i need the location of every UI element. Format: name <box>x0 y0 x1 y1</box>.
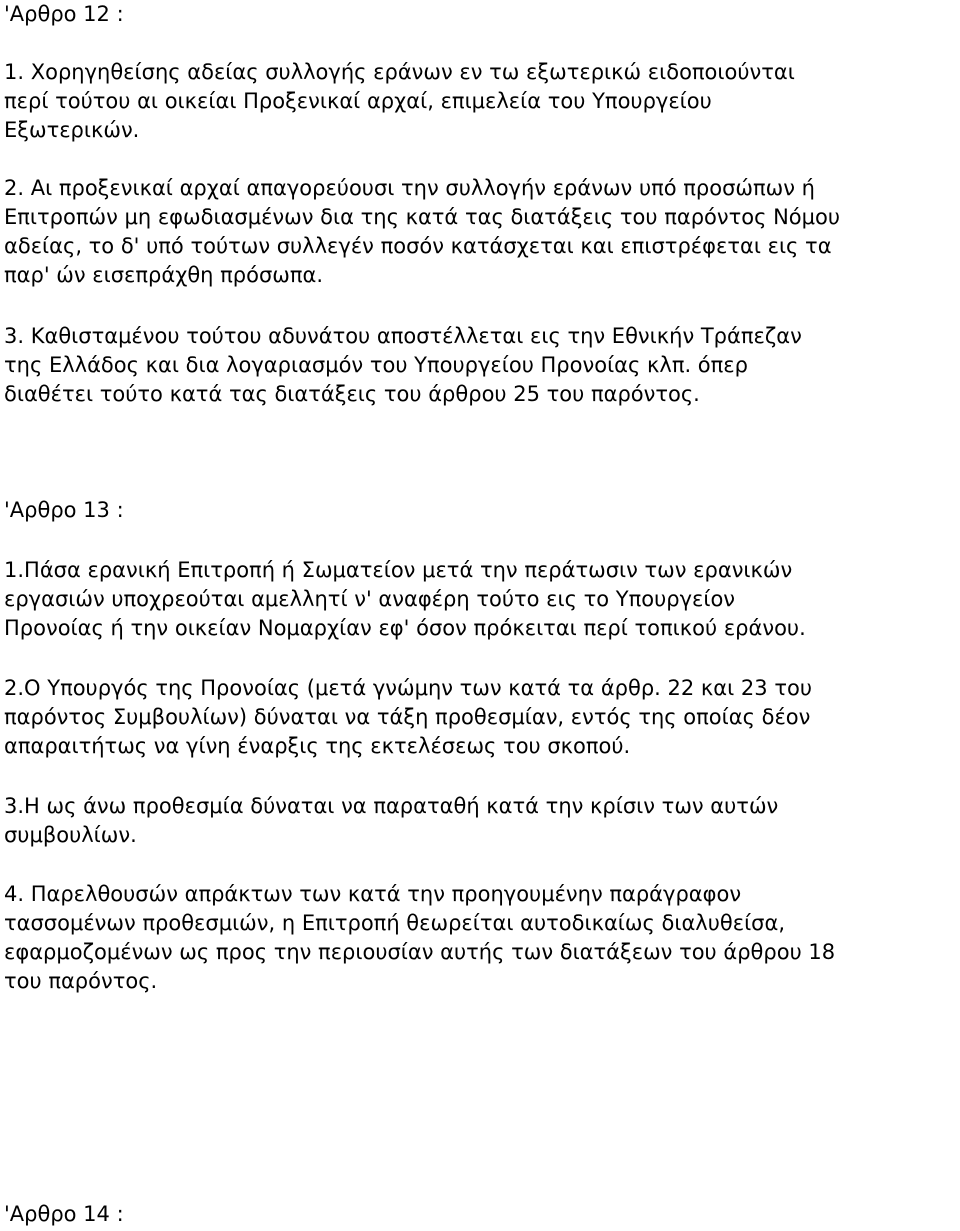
paragraph-line: Προνοίας ή την οικείαν Νομαρχίαν εφ' όσον πρόκειται περί τοπικού εράνου. <box>4 616 806 640</box>
heading-text: 'Αρθρο 13 : <box>4 498 124 522</box>
paragraph-line: 2.Ο Υπουργός της Προνοίας (μετά γνώμην των κατά τα άρθρ. 22 και 23 του <box>4 676 812 700</box>
article-13-heading <box>4 496 956 525</box>
paragraph-line: αδείας, το δ' υπό τούτων συλλεγέν ποσόν κατάσχεται και επιστρέφεται εις τα <box>4 234 832 258</box>
paragraph-line: εργασιών υποχρεούται αμελλητί ν' αναφέρη τούτο εις το Υπουργείον <box>4 587 736 611</box>
article-13-paragraph-2 <box>4 674 956 761</box>
article-12-paragraph-3 <box>4 322 956 409</box>
paragraph-line: 3.Η ως άνω προθεσμία δύναται να παραταθή κατά την κρίσιν των αυτών <box>4 794 779 818</box>
heading-text: 'Αρθρο 14 : <box>4 1202 124 1226</box>
paragraph-line: περί τούτου αι οικείαι Προξενικαί αρχαί, επιμελεία του Υπουργείου <box>4 89 712 113</box>
paragraph-line: του παρόντος. <box>4 969 158 993</box>
article-12-paragraph-2 <box>4 174 956 290</box>
paragraph-line: απαραιτήτως να γίνη έναρξις της εκτελέσεως του σκοπού. <box>4 734 631 758</box>
paragraph-line: 1.Πάσα ερανική Επιτροπή ή Σωματείον μετά την περάτωσιν των ερανικών <box>4 558 793 582</box>
paragraph-line: τασσομένων προθεσμιών, η Επιτροπή θεωρείται αυτοδικαίως διαλυθείσα, <box>4 911 785 935</box>
article-13-paragraph-1 <box>4 556 956 643</box>
article-12-heading <box>4 0 956 29</box>
paragraph-line: συμβουλίων. <box>4 823 137 847</box>
paragraph-line: Εξωτερικών. <box>4 118 140 142</box>
paragraph-line: εφαρμοζομένων ως προς την περιουσίαν αυτής των διατάξεων του άρθρου 18 <box>4 940 836 964</box>
paragraph-line: διαθέτει τούτο κατά τας διατάξεις του άρθρου 25 του παρόντος. <box>4 382 700 406</box>
paragraph-line: της Ελλάδος και δια λογαριασμόν του Υπουργείου Προνοίας κλπ. όπερ <box>4 353 748 377</box>
article-13-paragraph-3 <box>4 792 956 850</box>
article-13-paragraph-4 <box>4 880 956 996</box>
paragraph-line: 4. Παρελθουσών απράκτων των κατά την προηγουμένην παράγραφον <box>4 882 742 906</box>
paragraph-line: παρόντος Συμβουλίων) δύναται να τάξη προθεσμίαν, εντός της οποίας δέον <box>4 705 811 729</box>
paragraph-line: 2. Αι προξενικαί αρχαί απαγορεύουσι την συλλογήν εράνων υπό προσώπων ή <box>4 176 815 200</box>
paragraph-line: 3. Καθισταμένου τούτου αδυνάτου αποστέλλεται εις την Εθνικήν Τράπεζαν <box>4 324 802 348</box>
article-12-paragraph-1 <box>4 58 956 145</box>
heading-text: 'Αρθρο 12 : <box>4 2 124 26</box>
paragraph-line: παρ' ών εισεπράχθη πρόσωπα. <box>4 263 324 287</box>
article-14-heading <box>4 1200 956 1229</box>
paragraph-line: Επιτροπών μη εφωδιασμένων δια της κατά τας διατάξεις του παρόντος Νόμου <box>4 205 841 229</box>
paragraph-line: 1. Χορηγηθείσης αδείας συλλογής εράνων εν τω εξωτερικώ ειδοποιούνται <box>4 60 795 84</box>
